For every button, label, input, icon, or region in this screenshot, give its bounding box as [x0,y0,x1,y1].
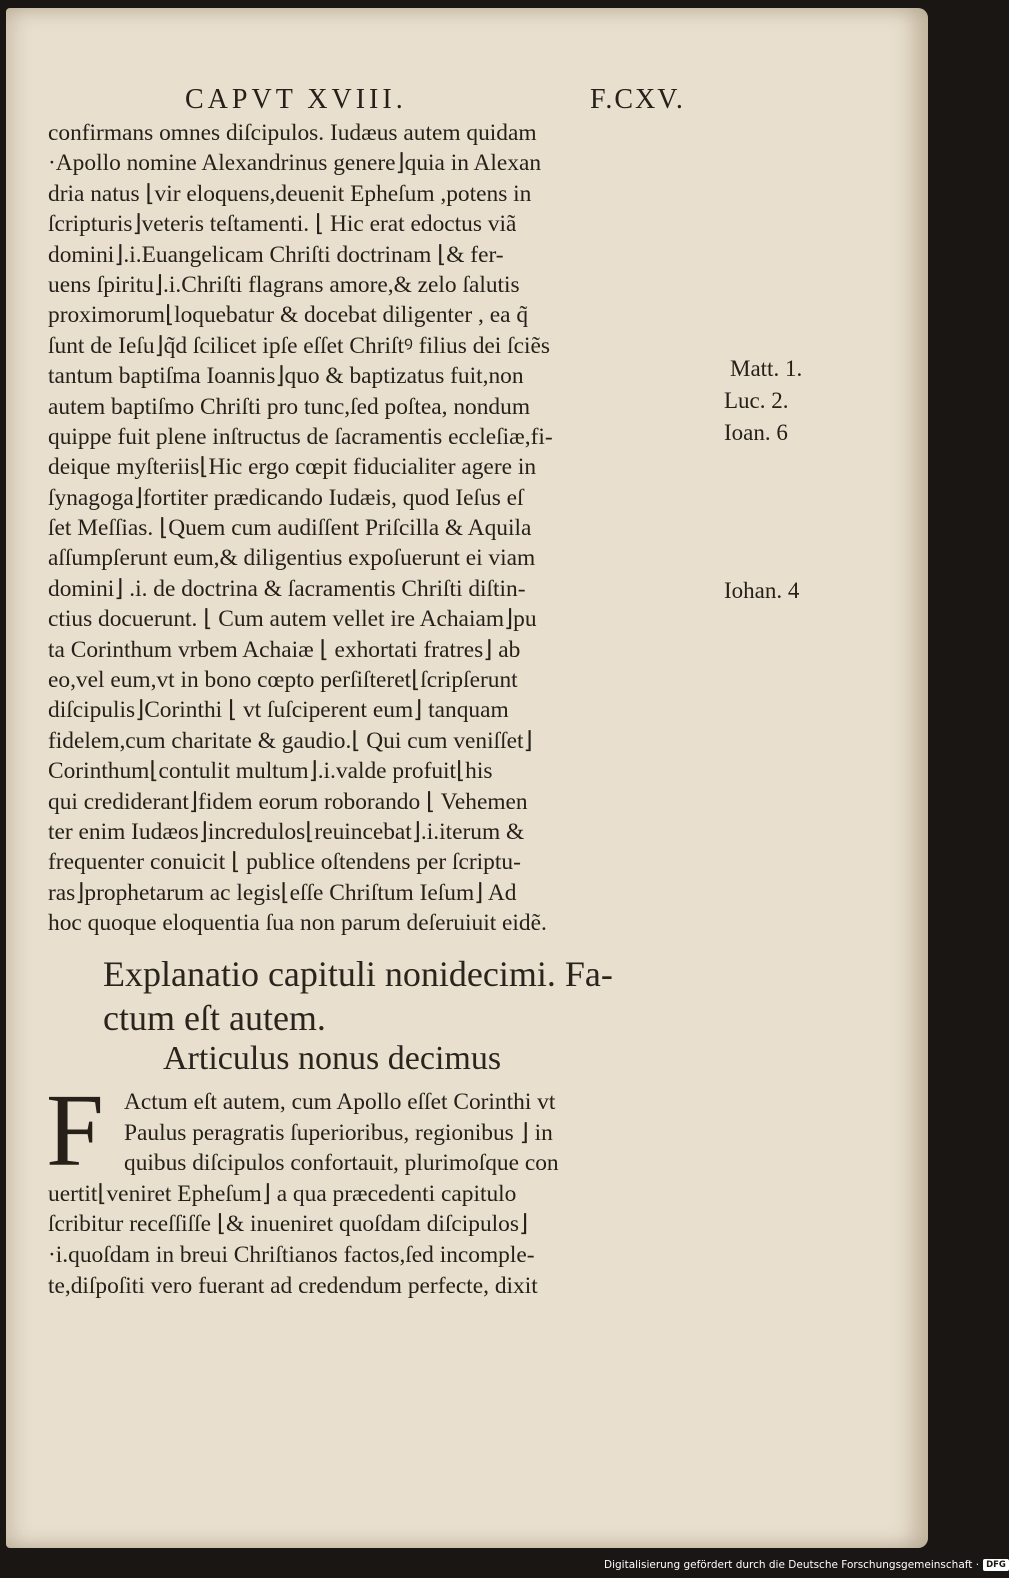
drop-cap-initial: F [46,1073,104,1188]
text-line: ſcripturis⌋veteris teſtamenti. ⌊ Hic erat edoctus viã [48,211,517,238]
text-line: hoc quoque eloquentia ſua non parum deſeruiuit eidẽ. [48,910,547,937]
text-line: tantum baptiſma Ioannis⌋quo & baptizatus fuit,non [48,363,524,390]
text-line: ter enim Iudæos⌋incredulos⌊reuincebat⌋.i.iterum & [48,818,525,845]
text-line: Paulus peragratis ſuperioribus, regionibus ⌋ in [124,1119,553,1146]
margin-note-luc: Luc. 2. [724,388,789,413]
text-line: te,diſpoſiti vero fuerant ad credendum perfecte, dixit [48,1272,538,1299]
text-line: uens ſpiritu⌋.i.Chriſti flagrans amore,& zelo ſalutis [48,271,520,298]
text-line: proximorum⌊loquebatur & docebat diligenter , ea q̃ [48,302,529,329]
text-line: deique myſteriis⌊Hic ergo cœpit fiducialiter agere in [48,454,537,481]
text-line: diſcipulis⌋Corinthi ⌊ vt ſuſciperent eum⌋ tanquam [48,697,509,724]
text-line: autem baptiſmo Chriſti pro tunc,ſed poſtea, nondum [48,393,531,420]
footer-text: Digitalisierung gefördert durch die Deutsche Forschungsgemeinschaft · [604,1559,980,1571]
text-line: ras⌋prophetarum ac legis⌊eſſe Chriſtum Ieſum⌋ Ad [48,879,517,906]
text-line: ta Corinthum vrbem Achaiæ ⌊ exhortati fratres⌋ ab [48,636,521,663]
running-header [185,84,705,120]
text-line: Actum eſt autem, cum Apollo eſſet Corinthi vt [124,1089,556,1115]
text-line: qui crediderant⌋fidem eorum roborando ⌊ Vehemen [48,788,528,815]
text-line: fidelem,cum charitate & gaudio.⌊ Qui cum veniſſet⌋ [48,727,533,754]
text-line: confirmans omnes diſcipulos. Iudæus autem quidam [48,120,537,146]
text-line: ſunt de Ieſu⌋q̃d ſcilicet ipſe eſſet Chriſtꝰ filius dei ſciẽs [48,332,550,359]
header-folio: F.CXV. [590,84,685,115]
text-line: dria natus ⌊vir eloquens,deuenit Epheſum ,potens in [48,180,532,207]
section-title-line: ctum eſt autem. [103,998,326,1038]
section-title [103,952,743,1040]
section-title-line: Explanatio capituli nonidecimi. Fa- [103,954,613,994]
text-line: ſynagoga⌋fortiter prædicando Iudæis, quod Ieſus eſ [48,484,524,511]
margin-note-iohan: Iohan. 4 [724,578,800,603]
text-line: ctius docuerunt. ⌊ Cum autem vellet ire Achaiam⌋pu [48,606,537,633]
text-line: uertit⌊veniret Epheſum⌋ a qua præcedenti capitulo [48,1180,517,1207]
header-chapter: CAPVT XVIII. [185,84,407,115]
text-line: Corinthum⌊contulit multum⌋.i.valde profuit⌊his [48,758,493,785]
text-line: frequenter conuicit ⌊ publice oſtendens per ſcriptu- [48,849,521,876]
article-title: Articulus nonus decimus [163,1040,502,1077]
text-line: domini⌋.i.Euangelicam Chriſti doctrinam ⌊& fer- [48,241,504,268]
text-line: quippe fuit plene inſtructus de ſacramentis eccleſiæ,fi- [48,423,553,450]
text-line: eo,vel eum,vt in bono cœpto perſiſteret⌊ſcripſerunt [48,667,518,694]
text-line: domini⌋ .i. de doctrina & ſacramentis Chriſti diſtin- [48,575,526,602]
margin-note-ioan: Ioan. 6 [724,420,788,445]
text-line: quibus diſcipulos confortauit, plurimoſque con [124,1150,559,1177]
text-line: ſcribitur receſſiſſe ⌊& inueniret quoſdam diſcipulos⌋ [48,1211,529,1238]
dfg-logo-badge: DFG [983,1559,1009,1571]
body-text [48,118,720,939]
digitization-footer [604,1556,1009,1574]
text-line: ·Apollo nomine Alexandrinus genere⌋quia in Alexan [48,150,542,177]
article-paragraph [46,1073,720,1301]
margin-note-matt: Matt. 1. [730,356,803,381]
text-line: ſet Meſſias. ⌊Quem cum audiſſent Priſcilla & Aquila [48,515,532,542]
text-line: ·i.quoſdam in breui Chriſtianos factos,ſed incomple- [48,1241,535,1268]
text-line: aſſumpſerunt eum,& diligentius expoſuerunt ei viam [48,545,536,572]
